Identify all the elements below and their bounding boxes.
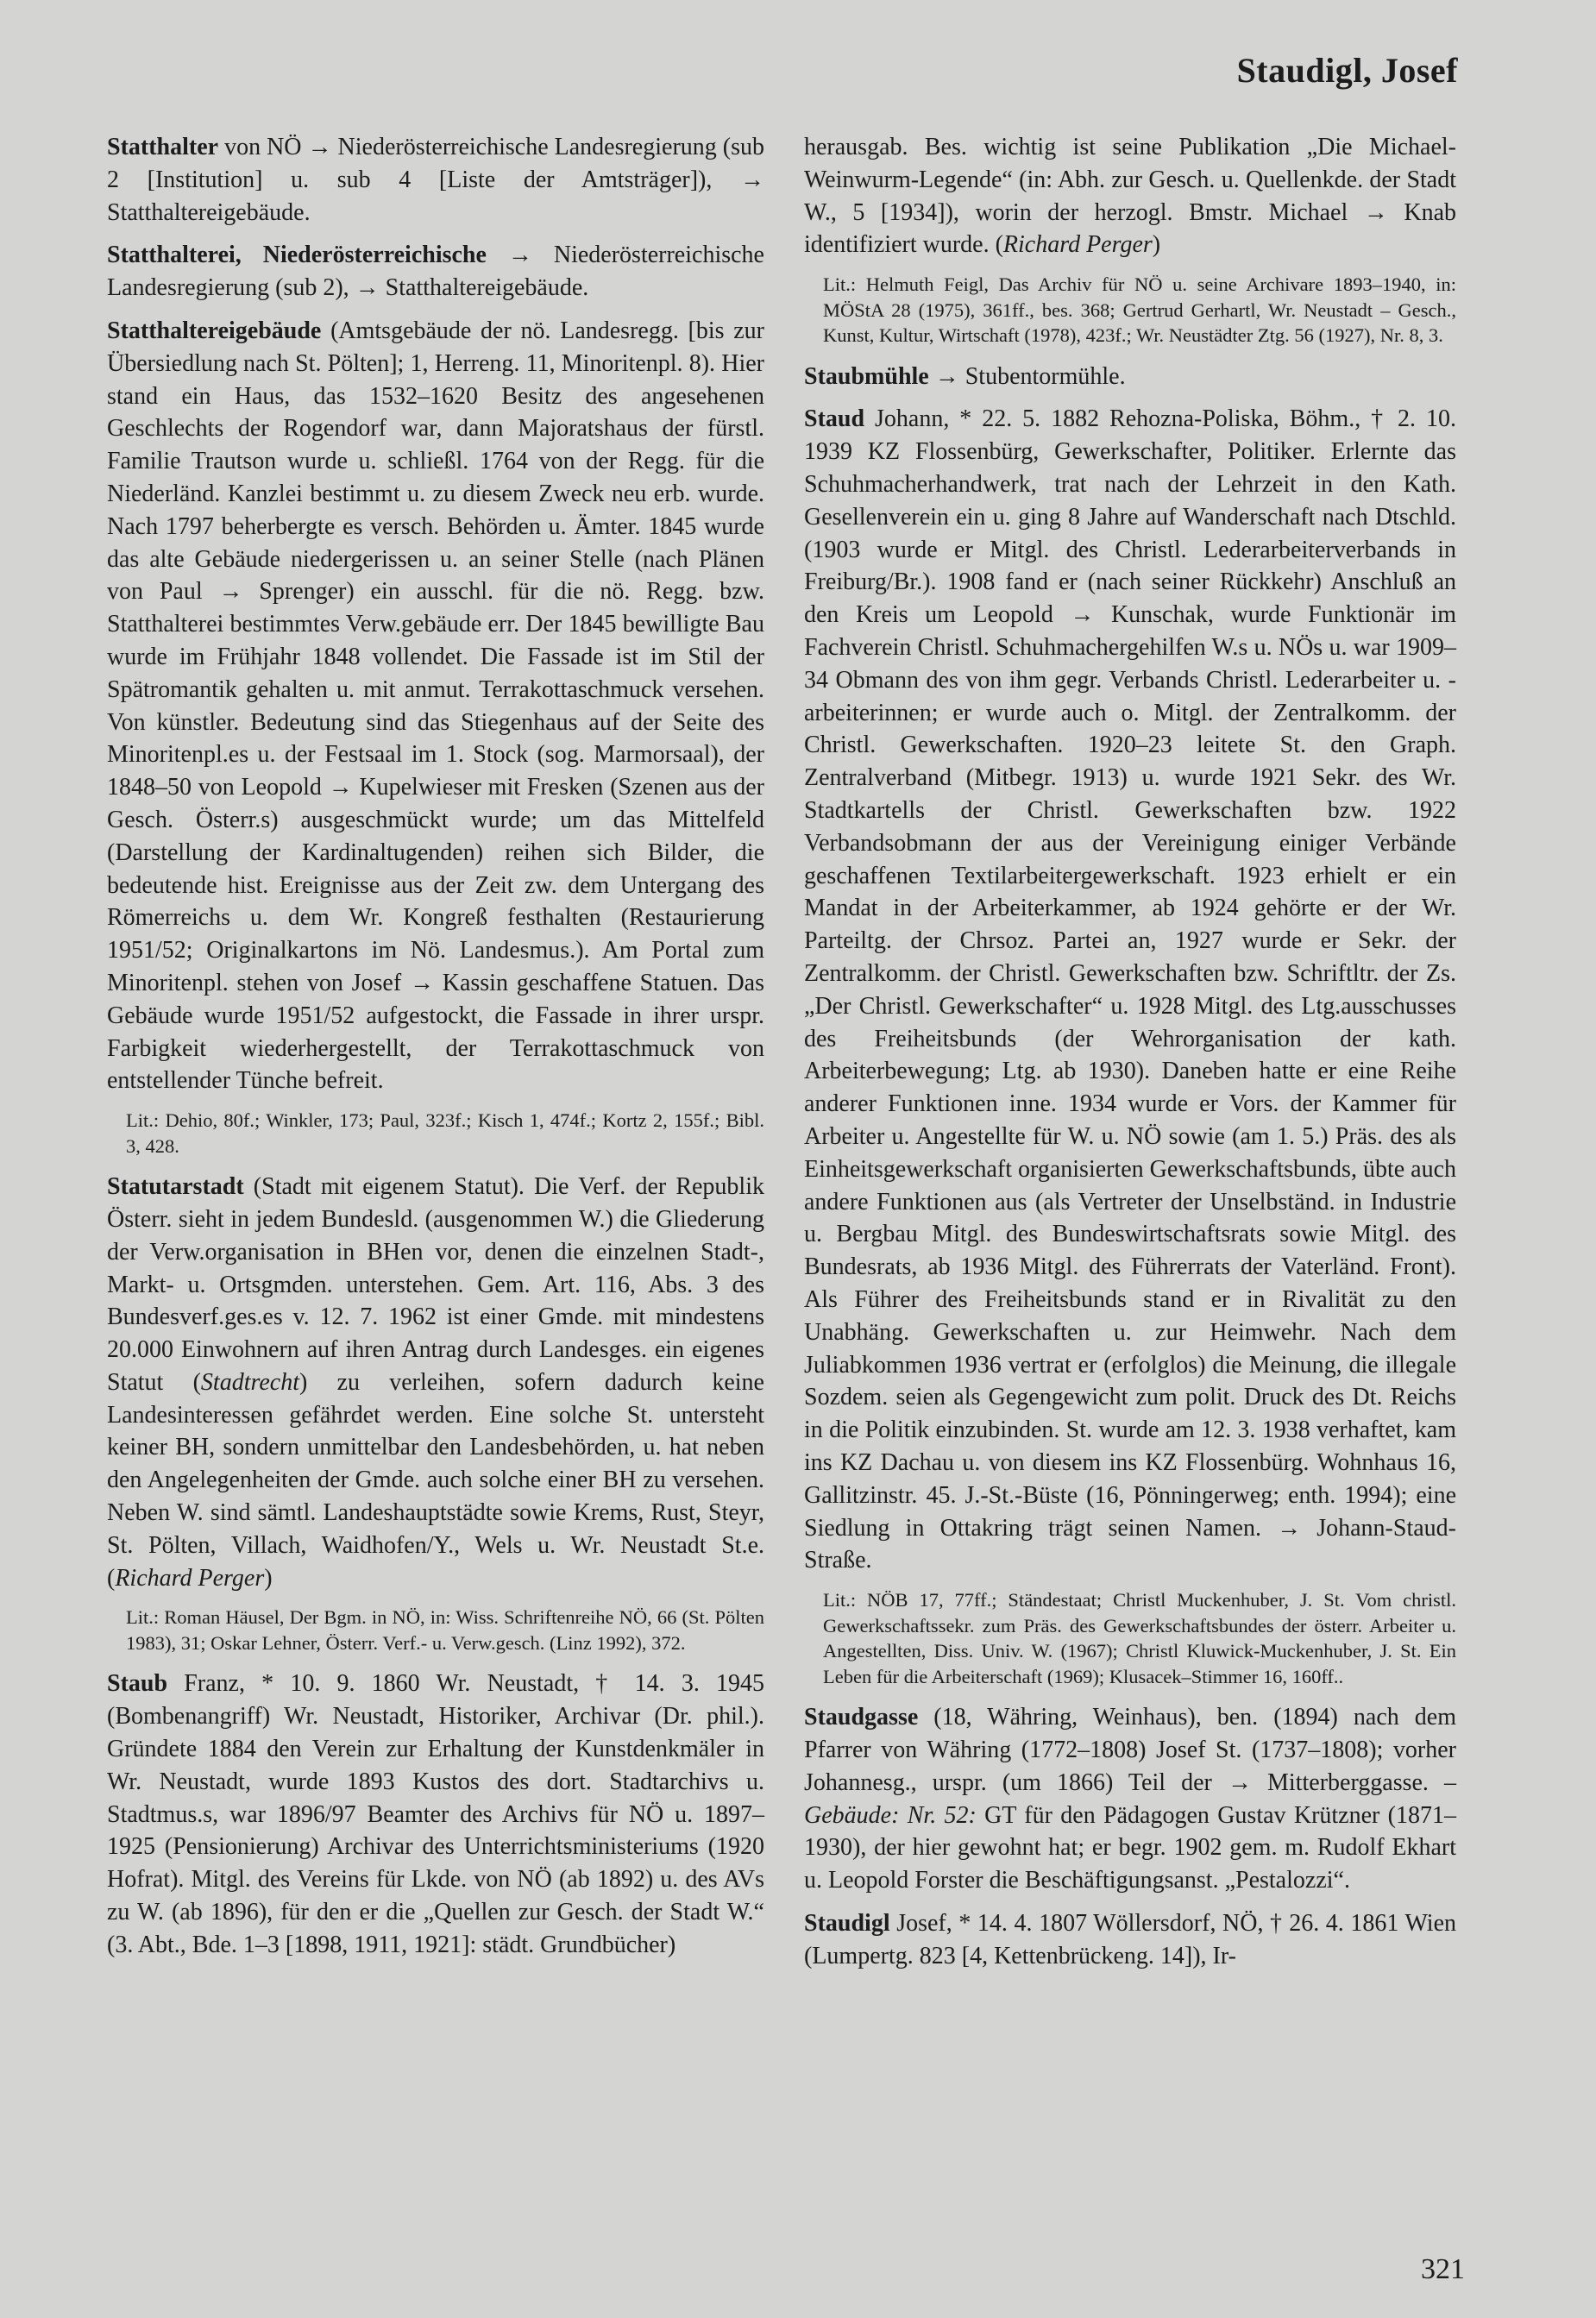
entry-author: Richard Perger (115, 1564, 265, 1592)
literature-staud: Lit.: NÖB 17, 77ff.; Ständestaat; Christl Muckenhuber, J. St. Vom christl. Gewerkschaftssekr. zum Präs. des Gewerkschaftsbundes der österr. Arbeiter u. Angestellten, Diss. Univ. W. (1967); Christl Kluwick-Muckenhuber, J. St. Ein Leben für die Arbeiterschaft (1969); Klusacek–Stimmer 16, 160ff.. (823, 1589, 1456, 1687)
entry-text: (Stadt mit eigenem Statut). Die Verf. der Republik Österr. sieht in jedem Bundesld. (ausgenommen W.) die Gliederung der Verw.organisation in BHen vor, denen die einzelnen Stadt-, Markt- u. Ortsgmden. unterstehen. Gem. Art. 116, Abs. 3 des Bundesverf.ges.es v. 12. 7. 1962 ist einer Gmde. mit mindestens 20.000 Einwohnern auf ihren Antrag durch Landesges. ein eigenes Statut ( (107, 1173, 764, 1396)
entry-text: ) (1152, 231, 1161, 259)
entry-headword: Staub (107, 1670, 168, 1698)
entry-text: herausgab. Bes. wichtig ist seine Publikation „Die Michael-Weinwurm-Legende“ (in: Abh. zur Gesch. u. Quellenkde. der Stadt W., 5 [1934]), worin der herzogl. Bmstr. Michael → Knab identifiziert wurde. ( (804, 134, 1456, 259)
entry-author: Richard Perger (1002, 231, 1153, 259)
entry-italic: Gebäude: Nr. 52: (804, 1801, 977, 1829)
literature-statthaltereigebaeude: Lit.: Dehio, 80f.; Winkler, 173; Paul, 323f.; Kisch 1, 474f.; Kortz 2, 155f.; Bibl. 3, 428. (126, 1109, 764, 1157)
entry-text: ) (264, 1564, 273, 1592)
entry-text: Johann, * 22. 5. 1882 Rehozna-Poliska, Böhm., † 2. 10. 1939 KZ Flossenbürg, Gewerkschafter, Politiker. Erlernte das Schuhmacherhandwerk, trat nach der Lehrzeit in den Kath. Gesellenverein ein u. ging 8 Jahre auf Wanderschaft nach Dtschld. (1903 wurde er Mitgl. des Christl. Lederarbeiterverbands in Freiburg/Br.). 1908 fand er (nach seiner Rückkehr) Anschluß an den Kreis um Leopold → Kunschak, wurde Funktionär im Fachverein Christl. Schuhmachergehilfen W.s u. NÖs u. war 1909–34 Obmann des von ihm gegr. Verbands Christl. Lederarbeiter u. -arbeiterinnen; er wurde auch o. Mitgl. der Zentralkomm. der Christl. Gewerkschaften. 1920–23 leitete St. den Graph. Zentralverband (Mitbegr. 1913) u. wurde 1921 Sekr. des Wr. Stadtkartells der Christl. Gewerkschaften bzw. 1922 Verbandsobmann der aus der Vereinigung einiger Verbände geschaffenen Textilarbeitergewerkschaft. 1923 erhielt er ein Mandat in der Arbeiterkammer, ab 1924 gehörte er der Wr. Parteiltg. der Chrsoz. Partei an, 1927 wurde er Sekr. der Zentralkomm. der Christl. Gewerkschaften bzw. Schriftltr. der Zs. „Der Christl. Gewerkschafter“ u. 1928 Mitgl. des Ltg.ausschusses des Freiheitsbunds (der Wehrorganisation der kath. Arbeiterbewegung; Ltg. ab 1930). Daneben hatte er eine Reihe anderer Funktionen inne. 1934 wurde er Vors. der Kammer für Arbeiter u. Angestellte für W. u. NÖ sowie (am 1. 5.) Präs. des als Einheitsgewerkschaft organisierten Gewerkschaftsbunds, übte auch andere Funktionen aus (als Vertreter der Unselbständ. in Industrie u. Bergbau Mitgl. des Bundeswirtschaftsrats sowie Mitgl. des Bundesrats, ab 1936 Mitgl. des Führerrats der Vaterländ. Front). Als Führer des Freiheitsbunds stand er in Rivalität zu den Unabhäng. Gewerkschaften u. zur Heimwehr. Nach dem Juliabkommen 1936 vertrat er (erfolglos) die Meinung, die illegale Sozdem. seien als Gegengewicht zum polit. Druck des Dt. Reichs in die Politik einzubinden. St. wurde am 12. 3. 1938 verhaftet, kam ins KZ Dachau u. von diesem ins KZ Flossenbürg. Wohnhaus 16, Gallitzinstr. 45. J.-St.-Büste (16, Pönningerweg; enth. 1994); eine Siedlung in Ottakring trägt seinen Namen. → Johann-Staud-Straße. (804, 405, 1457, 1574)
entry-statthaltereigebaeude (107, 315, 764, 1097)
entry-headword: Statthaltereigebäude (107, 317, 322, 344)
right-column (804, 131, 1456, 1983)
entry-text: von NÖ → Niederösterreichische Landesregierung (sub 2 [Institution] u. sub 4 [Liste der Amtsträger]), → Statthaltereigebäude. (107, 134, 764, 226)
entry-headword: Staubmühle (804, 362, 929, 390)
entry-headword: Statutarstadt (107, 1173, 244, 1201)
entry-text: → Niederösterreichische Landesregierung (sub 2), → Statthaltereigebäude. (107, 242, 764, 302)
entry-headword: Staud (804, 405, 865, 433)
entry-text: (Amtsgebäude der nö. Landesregg. [bis zur Übersiedlung nach St. Pölten]; 1, Herreng. 11, Minoritenpl. 8). Hier stand ein Haus, das 1532–1620 Besitz des angesehenen Geschlechts der Rogendorf war, dann Majoratshaus der fürstl. Familie Trautson wurde u. schließl. 1764 von der Regg. für die Niederländ. Kanzlei bestimmt u. zu diesem Zweck neu erb. wurde. Nach 1797 beherbergte es versch. Behörden u. Ämter. 1845 wurde das alte Gebäude niedergerissen u. an seiner Stelle (nach Plänen von Paul → Sprenger) ein ausschl. für die nö. Regg. bzw. Statthalterei bestimmtes Verw.gebäude err. Der 1845 bewilligte Bau wurde im Frühjahr 1848 vollendet. Die Fassade ist im Stil der Spätromantik gehalten u. mit anmut. Terrakottaschmuck versehen. Von künstler. Bedeutung sind das Stiegenhaus auf der Seite des Minoritenpl.es u. der Festsaal im 1. Stock (sog. Marmorsaal), der 1848–50 von Leopold → Kupelwieser mit Fresken (Szenen aus der Gesch. Österr.s) ausgeschmückt wurde; um das Mittelfeld (Darstellung der Kardinaltugenden) reihen sich Bilder, die bedeutende hist. Ereignisse aus der Zeit zw. dem Untergang des Römerreichs u. dem Wr. Kongreß festhalten (Restaurierung 1951/52; Originalkartons im Nö. Landesmus.). Am Portal zum Minoritenpl. stehen von Josef → Kassin geschaffene Statuen. Das Gebäude wurde 1951/52 aufgestockt, die Fassade in ihrer urspr. Farbigkeit wiederhergestellt, der Terrakottaschmuck von entstellender Tünche befreit. (107, 317, 764, 1095)
entry-text: → Stubentormühle. (928, 362, 1126, 390)
entry-text: Franz, * 10. 9. 1860 Wr. Neustadt, † 14. 3. 1945 (Bombenangriff) Wr. Neustadt, Historiker, Archivar (Dr. phil.). Gründete 1884 den Verein zur Erhaltung der Kunstdenkmäler in Wr. Neustadt, wurde 1893 Kustos des dort. Stadtarchivs u. Stadtmus.s, war 1896/97 Beamter des Archivs für NÖ u. 1897–1925 (Pensionierung) Archivar des Unterrichtsministeriums (1920 Hofrat). Mitgl. des Vereins für Lkde. von NÖ (ab 1892) u. des AVs zu W. (ab 1896), für den er die „Quellen zur Gesch. der Stadt W.“ (3. Abt., Bde. 1–3 [1898, 1911, 1921]: städt. Grundbücher) (107, 1670, 764, 1958)
page-number: 321 (1421, 2253, 1465, 2285)
literature-staub: Lit.: Helmuth Feigl, Das Archiv für NÖ u. seine Archivare 1893–1940, in: MÖStA 28 (1975), 361ff., bes. 368; Gertrud Gerhartl, Wr. Neustadt – Gesch., Kunst, Kultur, Wirtschaft (1978), 423f.; Wr. Neustädter Ztg. 56 (1927), Nr. 8, 3. (823, 273, 1456, 347)
running-header: Staudigl, Josef (1236, 51, 1458, 90)
entry-staub-continued (804, 131, 1456, 261)
entry-statutarstadt (107, 1171, 764, 1594)
left-column (107, 131, 764, 1972)
entry-text: (18, Währing, Weinhaus), ben. (1894) nach dem Pfarrer von Währing (1772–1808) Josef St. (1737–1808); vorher Johannesg., urspr. (um 1866) Teil der → Mitterberggasse. – (804, 1704, 1456, 1796)
entry-headword: Statthalter (107, 134, 219, 160)
entry-headword: Staudgasse (804, 1704, 919, 1731)
literature-statutarstadt: Lit.: Roman Häusel, Der Bgm. in NÖ, in: Wiss. Schriftenreihe NÖ, 66 (St. Pölten 1983), 31; Oskar Lehner, Österr. Verf.- u. Verw.gesch. (Linz 1992), 372. (126, 1606, 764, 1654)
entry-text: Josef, * 14. 4. 1807 Wöllersdorf, NÖ, † 26. 4. 1861 Wien (Lumpertg. 823 [4, Kettenbrückeng. 14]), Ir- (804, 1909, 1456, 1969)
entry-statthalter (107, 131, 764, 229)
entry-staudigl (804, 1907, 1456, 1973)
entry-text: ) zu verleihen, sofern dadurch keine Landesinteressen gefährdet werden. Eine solche St. untersteht keiner BH, sondern unmittelbar den Landesbehörden, u. hat neben den Angelegenheiten der Gmde. auch solche einer BH zu versehen. Neben W. sind sämtl. Landeshauptstädte sowie Krems, Rust, Steyr, St. Pölten, Villach, Waidhofen/Y., Wels u. Wr. Neustadt St.e. ( (107, 1368, 764, 1592)
entry-text: GT für den Pädagogen Gustav Krützner (1871–1930), der hier gewohnt hat; er begr. 1902 gem. m. Rudolf Ekhart u. Leopold Forster die Beschäftigungsanst. „Pestalozzi“. (804, 1801, 1456, 1894)
entry-statthalterei (107, 239, 764, 305)
entry-staub (107, 1668, 764, 1961)
entry-staudgasse (804, 1701, 1456, 1897)
entry-italic: Stadtrecht (200, 1368, 299, 1396)
entry-staubmuehle (804, 361, 1456, 393)
entry-headword: Staudigl (804, 1909, 890, 1937)
entry-staud (804, 403, 1456, 1577)
entry-headword: Statthalterei, Niederösterreichische (107, 242, 487, 269)
